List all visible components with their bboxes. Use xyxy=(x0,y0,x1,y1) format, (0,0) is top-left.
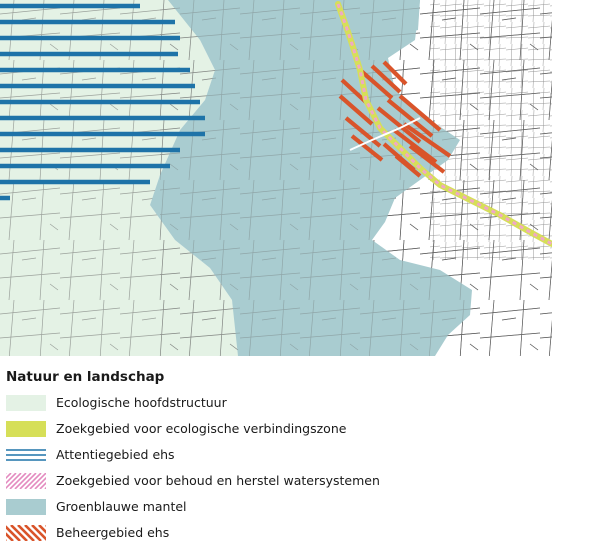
legend-label-attentiegebied: Attentiegebied ehs xyxy=(56,447,175,462)
swatch-watersystemen xyxy=(6,473,46,489)
legend-label-beheergebied: Beheergebied ehs xyxy=(56,525,170,540)
swatch-beheergebied xyxy=(6,525,46,541)
legend-label-groenblauwe-mantel: Groenblauwe mantel xyxy=(56,499,187,514)
legend-label-watersystemen: Zoekgebied voor behoud en herstel watersystemen xyxy=(56,473,380,488)
legend-label-ehs: Ecologische hoofdstructuur xyxy=(56,395,227,410)
swatch-attentiegebied xyxy=(6,447,46,463)
swatch-groenblauwe-mantel xyxy=(6,499,46,515)
legend-label-verbindingszone: Zoekgebied voor ecologische verbindingszone xyxy=(56,421,347,436)
legend-title: Natuur en landschap xyxy=(6,369,165,385)
legend xyxy=(0,356,603,556)
swatch-ehs xyxy=(6,395,46,411)
swatch-verbindingszone xyxy=(6,421,46,437)
